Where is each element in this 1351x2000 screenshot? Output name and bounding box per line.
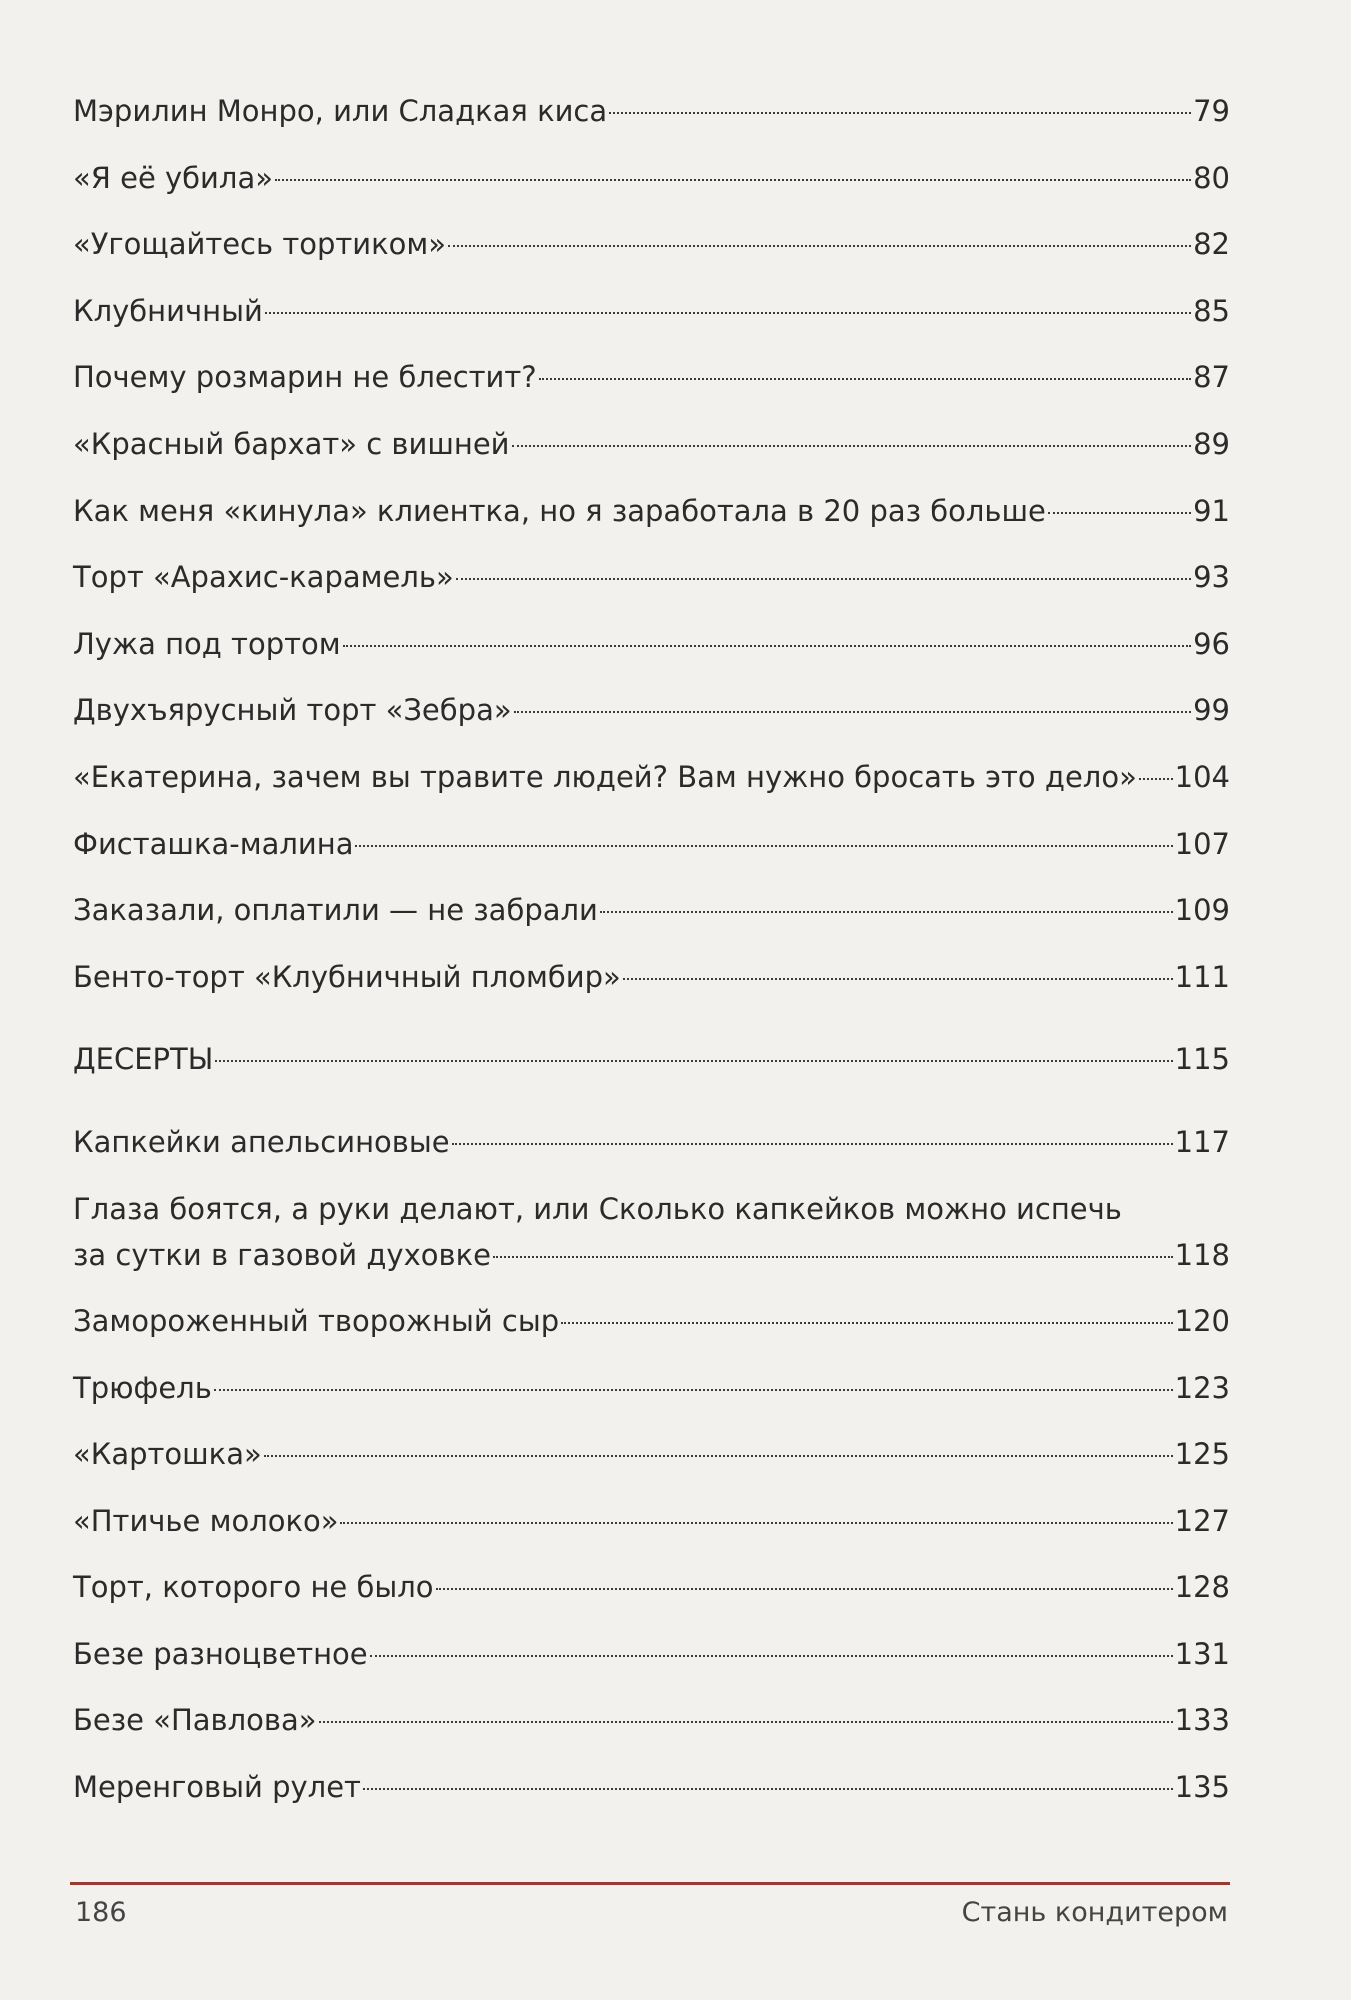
toc-entry-title: «Красный бархат» с вишней xyxy=(73,426,510,461)
dot-leader xyxy=(539,378,1191,380)
toc-entry-title: Безе «Павлова» xyxy=(73,1703,317,1738)
toc-entry xyxy=(73,1365,1230,1432)
toc-entry-page: 118 xyxy=(1174,1237,1230,1272)
footer-book-title: Стань кондитером xyxy=(961,1897,1228,1928)
toc-entry-title: Меренговый рулет xyxy=(73,1770,361,1805)
toc-entry-title: Безе разноцветное xyxy=(73,1636,368,1671)
toc-section-title: ДЕСЕРТЫ xyxy=(73,1042,214,1077)
dot-leader xyxy=(436,1588,1173,1590)
toc-entry xyxy=(73,1564,1230,1631)
toc-entry-page: 82 xyxy=(1193,227,1230,262)
footer-divider xyxy=(70,1882,1230,1885)
toc-entry-line2 xyxy=(73,1232,1230,1278)
toc-entry xyxy=(73,754,1230,821)
section-spacer xyxy=(73,1020,1230,1036)
toc-entry-title: Заказали, оплатили — не забрали xyxy=(73,893,598,928)
dot-leader xyxy=(343,645,1191,647)
toc-entry xyxy=(73,621,1230,688)
dot-leader xyxy=(363,1788,1173,1790)
toc-entry-page: 93 xyxy=(1193,560,1230,595)
toc-entry-title-line2: за сутки в газовой духовке xyxy=(73,1237,491,1272)
toc-entry-title: Как меня «кинула» клиентка, но я заработала в 20 раз больше xyxy=(73,493,1046,528)
dot-leader xyxy=(264,1455,1173,1457)
toc-entry-multiline xyxy=(73,1186,1230,1298)
toc-entry-page: 91 xyxy=(1193,493,1230,528)
toc-entry-page: 80 xyxy=(1193,160,1230,195)
toc-entry xyxy=(73,155,1230,222)
toc-entry xyxy=(73,1764,1230,1831)
toc-entry-title: Замороженный творожный сыр xyxy=(73,1303,560,1338)
toc-entry-title: Клубничный xyxy=(73,293,263,328)
dot-leader xyxy=(265,312,1191,314)
toc-entry-page: 79 xyxy=(1193,94,1230,128)
toc-entry-page: 128 xyxy=(1174,1570,1230,1605)
dot-leader xyxy=(355,845,1172,847)
toc-entry xyxy=(73,1498,1230,1565)
dot-leader xyxy=(456,578,1191,580)
toc-entry xyxy=(73,1697,1230,1764)
toc-entry-page: 123 xyxy=(1174,1370,1230,1405)
dot-leader xyxy=(609,112,1191,114)
toc-entry-page: 117 xyxy=(1174,1125,1230,1160)
toc-entry-page: 111 xyxy=(1174,959,1230,994)
footer-page-number: 186 xyxy=(75,1897,127,1928)
toc-entry-title-block xyxy=(73,1186,1230,1278)
table-of-contents xyxy=(73,88,1230,1831)
toc-entry xyxy=(73,221,1230,288)
toc-entry xyxy=(73,687,1230,754)
toc-entry-page: 87 xyxy=(1193,360,1230,395)
toc-entry-page: 133 xyxy=(1174,1703,1230,1738)
toc-entry-page: 131 xyxy=(1174,1636,1230,1671)
toc-entry-page: 99 xyxy=(1193,693,1230,728)
toc-entry xyxy=(73,1631,1230,1698)
toc-entry xyxy=(73,821,1230,888)
toc-entry xyxy=(73,488,1230,555)
toc-entry-title-line1: Глаза боятся, а руки делают, или Сколько капкейков можно испечь xyxy=(73,1191,1122,1226)
toc-entry xyxy=(73,554,1230,621)
dot-leader xyxy=(370,1655,1173,1657)
toc-entry-title: Фисташка-малина xyxy=(73,826,354,861)
toc-entry-title: Двухъярусный торт «Зебра» xyxy=(73,693,512,728)
dot-leader xyxy=(1048,512,1191,514)
toc-entry-title: Мэрилин Монро, или Сладкая киса xyxy=(73,94,608,128)
toc-entry xyxy=(73,88,1230,155)
toc-entry-title: «Екатерина, зачем вы травите людей? Вам нужно бросать это дело» xyxy=(73,759,1137,794)
toc-entry-title: Трюфель xyxy=(73,1370,212,1405)
toc-entry-title: Торт, которого не было xyxy=(73,1570,434,1605)
dot-leader xyxy=(600,911,1173,913)
toc-entry-page: 85 xyxy=(1193,293,1230,328)
toc-entry xyxy=(73,1298,1230,1365)
toc-entry-page: 125 xyxy=(1174,1437,1230,1472)
toc-entry-title: Торт «Арахис-карамель» xyxy=(73,560,454,595)
toc-entry xyxy=(73,354,1230,421)
dot-leader xyxy=(215,1060,1172,1062)
toc-entry-title: Бенто-торт «Клубничный пломбир» xyxy=(73,959,621,994)
toc-entry-page: 104 xyxy=(1174,759,1230,794)
toc-section-heading xyxy=(73,1036,1230,1119)
toc-entry xyxy=(73,288,1230,355)
toc-entry-title: Капкейки апельсиновые xyxy=(73,1125,450,1160)
toc-entry-page: 120 xyxy=(1174,1303,1230,1338)
toc-entry xyxy=(73,887,1230,954)
dot-leader xyxy=(1139,778,1173,780)
dot-leader xyxy=(452,1143,1173,1145)
dot-leader xyxy=(319,1721,1173,1723)
toc-entry-page: 89 xyxy=(1193,426,1230,461)
dot-leader xyxy=(448,245,1191,247)
dot-leader xyxy=(340,1522,1172,1524)
dot-leader xyxy=(561,1322,1172,1324)
dot-leader xyxy=(623,978,1173,980)
toc-section-page: 115 xyxy=(1174,1042,1230,1077)
dot-leader xyxy=(512,445,1192,447)
dot-leader xyxy=(275,179,1191,181)
toc-entry-title: «Картошка» xyxy=(73,1437,262,1472)
dot-leader xyxy=(214,1389,1173,1391)
toc-entry xyxy=(73,421,1230,488)
dot-leader xyxy=(493,1256,1173,1258)
toc-entry xyxy=(73,1431,1230,1498)
toc-entry-page: 96 xyxy=(1193,626,1230,661)
toc-entry xyxy=(73,954,1230,1021)
toc-entry-page: 135 xyxy=(1174,1770,1230,1805)
toc-entry xyxy=(73,1119,1230,1186)
toc-entry-title: Лужа под тортом xyxy=(73,626,341,661)
toc-entry-title: Почему розмарин не блестит? xyxy=(73,360,537,395)
toc-entry-page: 109 xyxy=(1174,893,1230,928)
toc-entry-page: 127 xyxy=(1174,1503,1230,1538)
toc-entry-title: «Угощайтесь тортиком» xyxy=(73,227,446,262)
toc-entry-title: «Я её убила» xyxy=(73,160,273,195)
toc-entry-title: «Птичье молоко» xyxy=(73,1503,339,1538)
dot-leader xyxy=(514,711,1192,713)
toc-entry-page: 107 xyxy=(1174,826,1230,861)
